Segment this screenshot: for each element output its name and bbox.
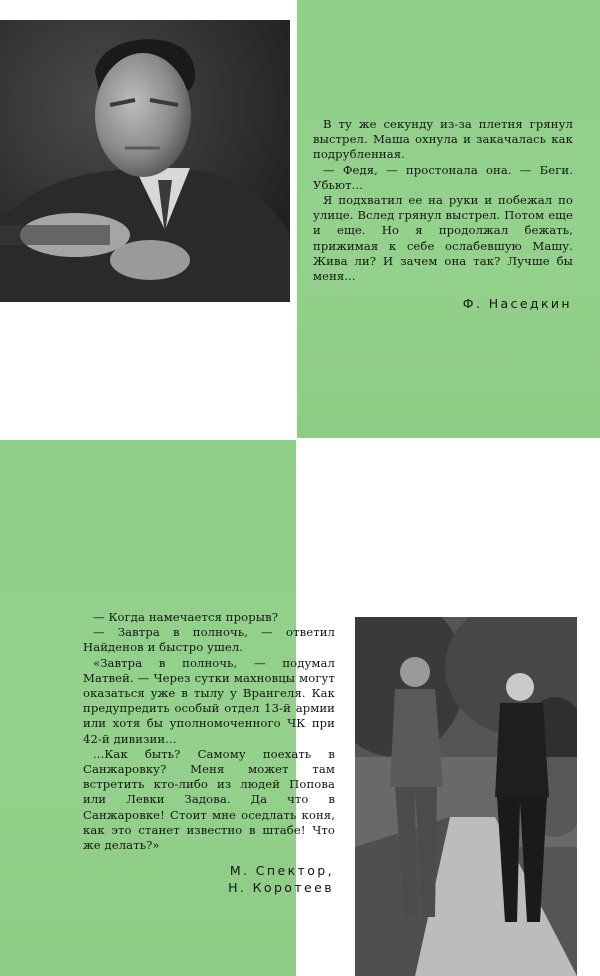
excerpt-bottom-paragraph: — Завтра в полночь, — ответил Найденов и быстро ушел. bbox=[83, 625, 335, 655]
author-bottom-2: Н. Коротеев bbox=[228, 880, 334, 895]
author-portrait-photo bbox=[0, 20, 290, 302]
author-top: Ф. Наседкин bbox=[462, 296, 572, 311]
author-bottom-1: М. Спектор, bbox=[229, 863, 334, 878]
excerpt-bottom-paragraph: ...Как быть? Самому поехать в Санжаровку? Меня может там встретить кто-либо из людей Попова или Левки Задова. Да что в Санжаровке! Стоит мне оседлать коня, как это станет известно в штабе! Что же делать?» bbox=[83, 746, 335, 853]
excerpt-top-paragraph: Я подхватил ее на руки и побежал по улице. Вслед грянул выстрел. Потом еще и еще. Но я продолжал бежать, прижимая к себе ослабевшую Машу. Жива ли? И зачем она так? Лучше бы меня... bbox=[313, 193, 573, 284]
excerpt-bottom-paragraph: — Когда намечается прорыв? bbox=[93, 610, 279, 624]
excerpt-top-paragraph: — Федя, — простонала она. — Беги. Убьют... bbox=[313, 162, 573, 192]
walking-men-photo bbox=[355, 617, 577, 976]
excerpt-bottom bbox=[83, 610, 335, 853]
excerpt-top-paragraph: В ту же секунду из-за плетня грянул выстрел. Маша охнула и закачалась как подрубленная. bbox=[313, 117, 573, 162]
excerpt-top bbox=[313, 117, 573, 284]
excerpt-bottom-paragraph: «Завтра в полночь, — подумал Матвей. — Через сутки махновцы могут оказаться уже в тылу у Врангеля. Как предупредить особый отдел 13-й армии или хотя бы уполномоченного ЧК при 42-й дивизии... bbox=[83, 655, 335, 746]
